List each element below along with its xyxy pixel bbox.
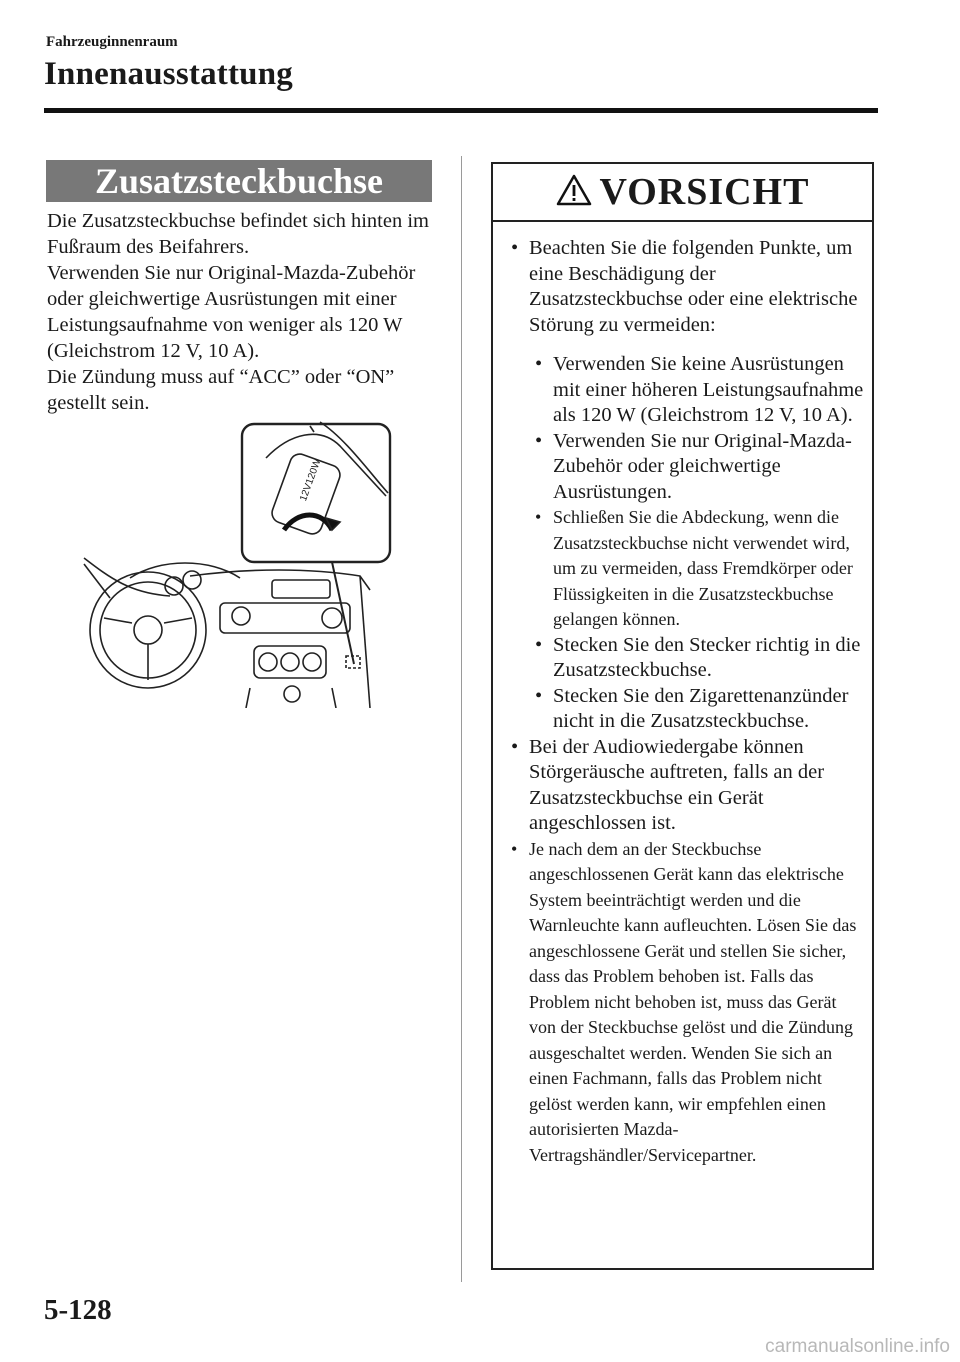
intro-paragraph: Verwenden Sie nur Original-Mazda-Zubehör oder gleichwertige Ausrüstungen mit einer Leistungsaufnahme von weniger als 120 W (Gleichstrom 12 V, 10 A). (47, 262, 416, 362)
caution-subitem-text: Verwenden Sie nur Original-Mazda-Zubehör oder gleichwertige Ausrüstungen. (553, 429, 852, 503)
bullet-icon: • (535, 684, 543, 707)
caution-item-text: Je nach dem an der Steckbuchse angeschlossenen Gerät kann das elektrische System beeinträchtigt werden und die Warnleuchte kann aufleuchten. Lösen Sie das angeschlossene Gerät und stellen Sie sicher, dass das Problem behoben ist. Falls das Problem nicht behoben ist, muss das Gerät von der Steckbuchse gelöst und die Zündung ausgeschaltet werden. Wenden Sie sich an einen Fachmann, falls das Problem nicht gelöst werden kann, wir empfehlen einen autorisierten Mazda-Vertragshändler/Servicepartner. (529, 838, 857, 1165)
warning-triangle-icon (556, 174, 592, 206)
watermark: carmanualsonline.info (765, 1336, 950, 1357)
intro-paragraph: Die Zusatzsteckbuchse befindet sich hinten im Fußraum des Beifahrers. (47, 210, 429, 258)
topic-title: Zusatzsteckbuchse (46, 160, 432, 202)
column-divider (461, 156, 462, 1282)
bullet-icon: • (511, 838, 518, 859)
caution-subitem-text: Verwenden Sie keine Ausrüstungen mit einer höheren Leistungsaufnahme als 120 W (Gleichstrom 12 V, 10 A). (553, 353, 864, 426)
caution-subitem (529, 505, 866, 633)
caution-item-text: Beachten Sie die folgenden Punkte, um eine Beschädigung der Zusatzsteckbuchse oder eine elektrische Störung zu vermeiden: (529, 237, 858, 336)
caution-body (493, 222, 872, 1168)
caution-subitem (529, 684, 866, 735)
caution-item (505, 236, 866, 338)
caution-subitem (529, 633, 866, 684)
intro-paragraph: Die Zündung muss auf “ACC” oder “ON” gestellt sein. (47, 366, 395, 414)
caution-item (505, 735, 866, 837)
heading-rule (44, 108, 878, 113)
bullet-icon: • (535, 507, 542, 527)
caution-title: VORSICHT (599, 171, 810, 213)
bullet-icon: • (511, 735, 519, 758)
caution-header (493, 164, 872, 222)
bullet-icon: • (511, 237, 519, 259)
caution-box (491, 162, 874, 1270)
caution-subitem-text: Schließen Sie die Abdeckung, wenn die Zusatzsteckbuchse nicht verwendet wird, um zu vermeiden, dass Fremdkörper oder Flüssigkeiten in die Zusatzsteckbuchse gelangen können. (553, 507, 853, 629)
bullet-icon: • (535, 429, 543, 452)
caution-subitem (529, 352, 866, 429)
socket-label: 12V120W (298, 457, 324, 503)
bullet-icon: • (535, 353, 543, 375)
dashboard-illustration (70, 418, 400, 708)
caution-subitem-text: Stecken Sie den Zigarettenanzünder nicht in die Zusatzsteckbuchse. (553, 684, 849, 732)
page-title: Innenausstattung (44, 56, 293, 92)
section-label: Fahrzeuginnenraum (46, 34, 178, 50)
caution-subitem-text: Stecken Sie den Stecker richtig in die Zusatzsteckbuchse. (553, 633, 861, 681)
page-number: 5-128 (44, 1294, 112, 1326)
caution-subitem (529, 429, 866, 506)
caution-item (505, 837, 866, 1169)
caution-item-text: Bei der Audiowiedergabe können Störgeräusche auftreten, falls an der Zusatzsteckbuchse ein Gerät angeschlossen ist. (529, 735, 825, 834)
bullet-icon: • (535, 633, 543, 656)
intro-text (47, 208, 447, 416)
